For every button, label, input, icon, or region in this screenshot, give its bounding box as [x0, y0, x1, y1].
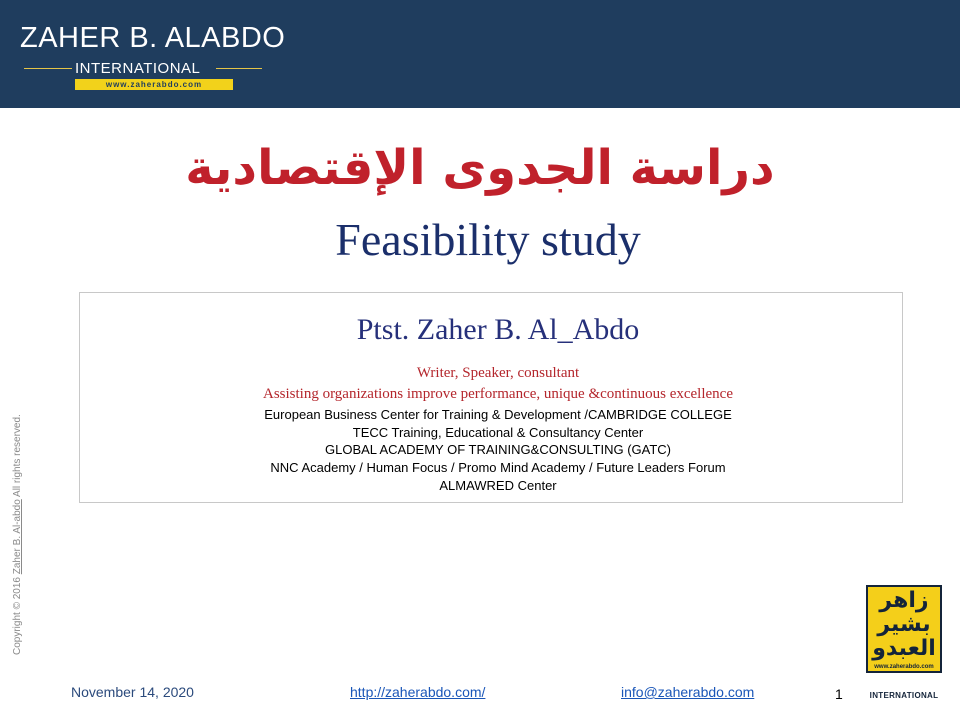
- affiliation-line: NNC Academy / Human Focus / Promo Mind Academy / Future Leaders Forum: [270, 460, 726, 475]
- affiliation-line: GLOBAL ACADEMY OF TRAINING&CONSULTING (GATC): [325, 442, 671, 457]
- page-number: 1: [835, 686, 843, 702]
- logo-name: ZAHER B. ALABDO: [20, 22, 286, 54]
- author-logo-badge[interactable]: [866, 585, 942, 673]
- header-band: [0, 0, 960, 108]
- author-roles: Writer, Speaker, consultant: [416, 365, 580, 381]
- logo-url: www.zaherabdo.com: [75, 79, 233, 90]
- footer-website-link[interactable]: http://zaherabdo.com/: [350, 684, 486, 700]
- logo-divider-left: [24, 68, 72, 69]
- copyright-suffix: All rights reserved.: [12, 414, 23, 500]
- badge-url: www.zaherabdo.com: [874, 664, 934, 670]
- copyright-link[interactable]: Zaher B. Al-abdo: [12, 499, 23, 575]
- author-mission: Assisting organizations improve performance, unique &continuous excellence: [262, 386, 733, 402]
- badge-arabic-name: زاهر بشير العبدو: [872, 588, 936, 661]
- footer-date: November 14, 2020: [71, 684, 194, 700]
- affiliation-line: European Business Center for Training & Development /CAMBRIDGE COLLEGE: [264, 407, 732, 422]
- badge-caption: INTERNATIONAL: [869, 691, 939, 700]
- copyright-notice: [12, 414, 24, 655]
- affiliation-line: ALMAWRED Center: [439, 478, 557, 493]
- footer-email-link[interactable]: info@zaherabdo.com: [621, 684, 755, 700]
- company-logo[interactable]: [20, 22, 286, 94]
- copyright-prefix: Copyright © 2016: [12, 574, 23, 655]
- title-english: Feasibility study: [335, 214, 641, 265]
- title-arabic: دراسة الجدوى الإقتصادية: [185, 140, 775, 196]
- logo-subtitle: INTERNATIONAL: [75, 60, 201, 77]
- logo-divider-right: [216, 68, 262, 69]
- author-name: Ptst. Zaher B. Al_Abdo: [356, 313, 640, 346]
- affiliation-line: TECC Training, Educational & Consultancy Center: [352, 425, 644, 440]
